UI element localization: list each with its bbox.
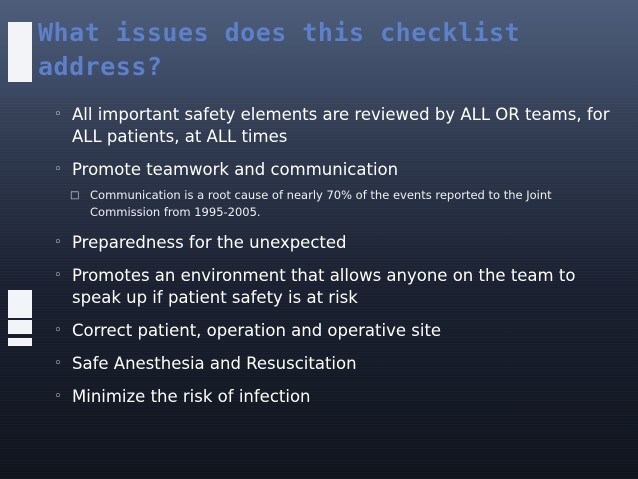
decorative-stripe (8, 290, 32, 318)
bullet-text: All important safety elements are reviewed by ALL OR teams, for ALL patients, at ALL times (72, 105, 610, 146)
square-icon: □ (70, 190, 80, 201)
bullet-text: Minimize the risk of infection (72, 387, 311, 406)
decorative-stripe (8, 22, 32, 82)
bullet-item (50, 386, 610, 408)
bullet-text: Correct patient, operation and operative site (72, 321, 442, 340)
bullet-text: Promotes an environment that allows anyone on the team to speak up if patient safety is at risk (72, 266, 576, 307)
bullet-item (50, 353, 610, 375)
bullet-item (50, 159, 610, 181)
small-circle-icon: ◦ (54, 162, 62, 177)
small-circle-icon: ◦ (54, 389, 62, 404)
sub-bullet-item (50, 187, 610, 221)
bullet-text: Promote teamwork and communication (72, 160, 399, 179)
small-circle-icon: ◦ (54, 268, 62, 283)
small-circle-icon: ◦ (54, 235, 62, 250)
decorative-stripe (8, 338, 32, 346)
bullet-item (50, 265, 610, 309)
decorative-stripe (8, 320, 32, 334)
slide-title: What issues does this checklist address? (38, 18, 521, 81)
small-circle-icon: ◦ (54, 323, 62, 338)
bullet-text: Preparedness for the unexpected (72, 233, 347, 252)
bullet-item (50, 232, 610, 254)
bullet-item (50, 320, 610, 342)
bullet-text: Safe Anesthesia and Resuscitation (72, 354, 357, 373)
bullet-list (50, 104, 610, 408)
sub-bullet-text: Communication is a root cause of nearly 70% of the events reported to the Joint Commission from 1995-2005. (90, 188, 552, 219)
small-circle-icon: ◦ (54, 107, 62, 122)
small-circle-icon: ◦ (54, 356, 62, 371)
bullet-item (50, 104, 610, 148)
